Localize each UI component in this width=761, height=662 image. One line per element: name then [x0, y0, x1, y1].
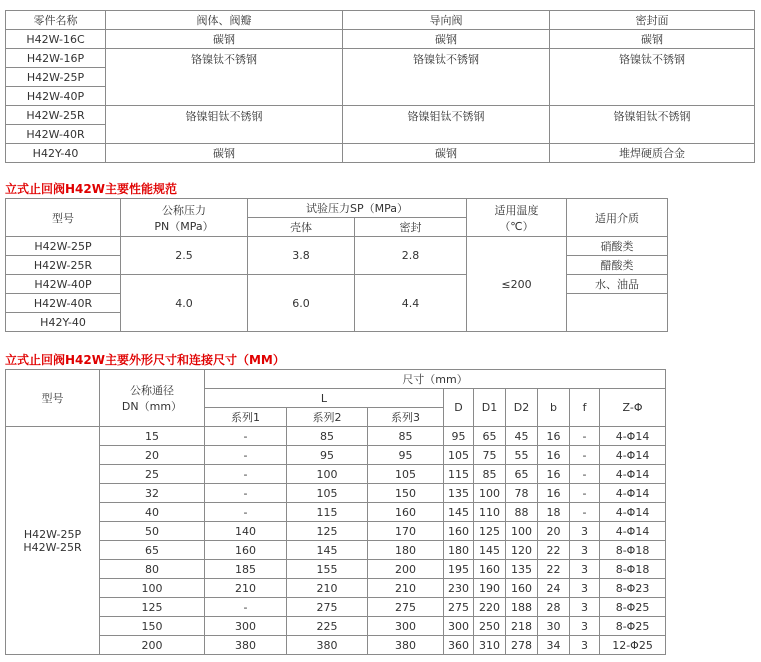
model-cell: H42Y-40	[6, 144, 106, 163]
model-line2: H42W-25R	[23, 540, 82, 554]
f-cell: 3	[570, 636, 600, 655]
d2-cell: 188	[506, 598, 538, 617]
d2-cell: 120	[506, 541, 538, 560]
d2-cell: 78	[506, 484, 538, 503]
dn-cell: 200	[100, 636, 205, 655]
series1-cell: 185	[205, 560, 287, 579]
media-cell: 水、油品	[567, 275, 668, 294]
d-cell: 145	[444, 503, 474, 522]
d-cell: 105	[444, 446, 474, 465]
f-cell: 3	[570, 579, 600, 598]
b-cell: 20	[538, 522, 570, 541]
header-series-1: 系列1	[205, 408, 287, 427]
series3-cell: 300	[368, 617, 444, 636]
d-cell: 180	[444, 541, 474, 560]
series3-cell: 150	[368, 484, 444, 503]
table-header-row	[6, 11, 755, 30]
series3-cell: 275	[368, 598, 444, 617]
model-cell: H42W-40R	[6, 125, 106, 144]
d1-cell: 85	[474, 465, 506, 484]
table-row	[6, 522, 666, 541]
series2-cell: 125	[287, 522, 368, 541]
d-cell: 275	[444, 598, 474, 617]
header-shell: 壳体	[248, 218, 355, 237]
table-row	[6, 503, 666, 522]
header-D2: D2	[506, 389, 538, 427]
header-D1: D1	[474, 389, 506, 427]
series1-cell: -	[205, 465, 287, 484]
header-test-pressure: 试验压力SP（MPa）	[248, 199, 467, 218]
header-series-3: 系列3	[368, 408, 444, 427]
series1-cell: 300	[205, 617, 287, 636]
table-row	[6, 446, 666, 465]
bolt-holes-cell: 12-Φ25	[600, 636, 666, 655]
table-row	[6, 541, 666, 560]
d-cell: 160	[444, 522, 474, 541]
series1-cell: 160	[205, 541, 287, 560]
material-cell: 铬镍钼钛不锈钢	[343, 106, 550, 144]
d1-cell: 100	[474, 484, 506, 503]
header-temperature-line1: 适用温度	[494, 203, 539, 217]
d1-cell: 75	[474, 446, 506, 465]
series3-cell: 95	[368, 446, 444, 465]
f-cell: -	[570, 446, 600, 465]
material-cell: 碳钢	[550, 30, 755, 49]
d1-cell: 190	[474, 579, 506, 598]
header-b: b	[538, 389, 570, 427]
f-cell: -	[570, 465, 600, 484]
header-temperature-line2: （℃）	[499, 219, 534, 233]
dn-cell: 65	[100, 541, 205, 560]
series3-cell: 170	[368, 522, 444, 541]
model-cell: H42W-25P	[6, 237, 121, 256]
d1-cell: 160	[474, 560, 506, 579]
dn-cell: 80	[100, 560, 205, 579]
media-cell: 硝酸类	[567, 237, 668, 256]
series3-cell: 160	[368, 503, 444, 522]
d2-cell: 278	[506, 636, 538, 655]
header-size: 尺寸（mm）	[205, 370, 666, 389]
media-cell: 醋酸类	[567, 256, 668, 275]
material-cell: 铬镍钼钛不锈钢	[550, 106, 755, 144]
series2-cell: 275	[287, 598, 368, 617]
dn-cell: 150	[100, 617, 205, 636]
model-cell: H42W-25R	[6, 256, 121, 275]
media-cell	[567, 294, 668, 332]
b-cell: 30	[538, 617, 570, 636]
d1-cell: 65	[474, 427, 506, 446]
temperature-cell: ≤200	[467, 237, 567, 332]
material-cell: 堆焊硬质合金	[550, 144, 755, 163]
d-cell: 230	[444, 579, 474, 598]
header-series-2: 系列2	[287, 408, 368, 427]
d1-cell: 110	[474, 503, 506, 522]
shell-cell: 3.8	[248, 237, 355, 275]
bolt-holes-cell: 4-Φ14	[600, 503, 666, 522]
model-cell	[6, 427, 100, 655]
material-cell: 碳钢	[106, 144, 343, 163]
d2-cell: 45	[506, 427, 538, 446]
table-row	[6, 427, 666, 446]
series2-cell: 155	[287, 560, 368, 579]
model-cell: H42W-40P	[6, 87, 106, 106]
bolt-holes-cell: 4-Φ14	[600, 427, 666, 446]
d2-cell: 160	[506, 579, 538, 598]
header-body-disc: 阀体、阀瓣	[106, 11, 343, 30]
header-nominal-diameter-line2: DN（mm）	[121, 400, 183, 413]
b-cell: 34	[538, 636, 570, 655]
d1-cell: 125	[474, 522, 506, 541]
series2-cell: 225	[287, 617, 368, 636]
b-cell: 22	[538, 560, 570, 579]
dn-cell: 100	[100, 579, 205, 598]
f-cell: 3	[570, 541, 600, 560]
header-nominal-pressure	[121, 199, 248, 237]
table-row	[6, 617, 666, 636]
table-row	[6, 144, 755, 163]
series1-cell: 140	[205, 522, 287, 541]
d1-cell: 145	[474, 541, 506, 560]
series1-cell: -	[205, 427, 287, 446]
seal-cell: 4.4	[355, 275, 467, 332]
series2-cell: 100	[287, 465, 368, 484]
header-nominal-pressure-line1: 公称压力	[162, 203, 206, 217]
table-row	[6, 579, 666, 598]
series3-cell: 380	[368, 636, 444, 655]
f-cell: 3	[570, 617, 600, 636]
header-length: L	[205, 389, 444, 408]
series1-cell: -	[205, 484, 287, 503]
b-cell: 24	[538, 579, 570, 598]
header-part-name: 零件名称	[6, 11, 106, 30]
table-header-row	[6, 370, 666, 389]
header-seal: 密封	[355, 218, 467, 237]
table-row	[6, 465, 666, 484]
shell-cell: 6.0	[248, 275, 355, 332]
bolt-holes-cell: 4-Φ14	[600, 484, 666, 503]
pn-cell: 4.0	[121, 275, 248, 332]
model-cell: H42Y-40	[6, 313, 121, 332]
d-cell: 135	[444, 484, 474, 503]
series1-cell: -	[205, 503, 287, 522]
material-cell: 铬镍钛不锈钢	[343, 49, 550, 106]
d2-cell: 218	[506, 617, 538, 636]
model-cell: H42W-16P	[6, 49, 106, 68]
header-nominal-diameter	[100, 370, 205, 427]
series2-cell: 115	[287, 503, 368, 522]
dimensions-table	[5, 369, 666, 655]
f-cell: 3	[570, 560, 600, 579]
b-cell: 16	[538, 427, 570, 446]
model-cell: H42W-16C	[6, 30, 106, 49]
material-cell: 铬镍钛不锈钢	[550, 49, 755, 106]
bolt-holes-cell: 8-Φ23	[600, 579, 666, 598]
table-row	[6, 560, 666, 579]
dn-cell: 15	[100, 427, 205, 446]
table-row	[6, 49, 755, 68]
dn-cell: 40	[100, 503, 205, 522]
b-cell: 18	[538, 503, 570, 522]
header-f: f	[570, 389, 600, 427]
series3-cell: 200	[368, 560, 444, 579]
table-row	[6, 636, 666, 655]
bolt-holes-cell: 8-Φ25	[600, 617, 666, 636]
dimensions-section-title: 立式止回阀H42W主要外形尺寸和连接尺寸（MM）	[5, 353, 285, 367]
material-cell: 铬镍钛不锈钢	[106, 49, 343, 106]
header-model: 型号	[6, 370, 100, 427]
f-cell: 3	[570, 522, 600, 541]
model-cell: H42W-25P	[6, 68, 106, 87]
table-row	[6, 106, 755, 125]
f-cell: -	[570, 484, 600, 503]
d-cell: 115	[444, 465, 474, 484]
table-row	[6, 484, 666, 503]
performance-table	[5, 198, 668, 332]
b-cell: 16	[538, 484, 570, 503]
d1-cell: 310	[474, 636, 506, 655]
dn-cell: 125	[100, 598, 205, 617]
seal-cell: 2.8	[355, 237, 467, 275]
dn-cell: 25	[100, 465, 205, 484]
b-cell: 28	[538, 598, 570, 617]
header-seal-face: 密封面	[550, 11, 755, 30]
d2-cell: 135	[506, 560, 538, 579]
table-header-row	[6, 199, 668, 218]
series2-cell: 145	[287, 541, 368, 560]
header-D: D	[444, 389, 474, 427]
performance-section-title: 立式止回阀H42W主要性能规范	[5, 182, 177, 196]
header-media: 适用介质	[567, 199, 668, 237]
bolt-holes-cell: 4-Φ14	[600, 446, 666, 465]
series1-cell: -	[205, 446, 287, 465]
dn-cell: 50	[100, 522, 205, 541]
series1-cell: -	[205, 598, 287, 617]
series1-cell: 380	[205, 636, 287, 655]
d1-cell: 250	[474, 617, 506, 636]
series2-cell: 85	[287, 427, 368, 446]
table-row	[6, 598, 666, 617]
material-cell: 碳钢	[343, 144, 550, 163]
model-line1: H42W-25P	[23, 527, 82, 541]
material-cell: 碳钢	[343, 30, 550, 49]
header-nominal-diameter-line1: 公称通径	[130, 384, 174, 397]
series3-cell: 105	[368, 465, 444, 484]
d-cell: 95	[444, 427, 474, 446]
bolt-holes-cell: 4-Φ14	[600, 522, 666, 541]
table-row	[6, 275, 668, 294]
series2-cell: 105	[287, 484, 368, 503]
d1-cell: 220	[474, 598, 506, 617]
header-nominal-pressure-line2: PN（MPa）	[154, 219, 214, 233]
b-cell: 22	[538, 541, 570, 560]
series2-cell: 95	[287, 446, 368, 465]
bolt-holes-cell: 4-Φ14	[600, 465, 666, 484]
f-cell: -	[570, 427, 600, 446]
series2-cell: 380	[287, 636, 368, 655]
header-model: 型号	[6, 199, 121, 237]
pn-cell: 2.5	[121, 237, 248, 275]
d2-cell: 100	[506, 522, 538, 541]
d2-cell: 65	[506, 465, 538, 484]
d2-cell: 55	[506, 446, 538, 465]
model-cell: H42W-25R	[6, 106, 106, 125]
header-guide-valve: 导向阀	[343, 11, 550, 30]
dn-cell: 20	[100, 446, 205, 465]
series3-cell: 180	[368, 541, 444, 560]
f-cell: -	[570, 503, 600, 522]
b-cell: 16	[538, 446, 570, 465]
series3-cell: 210	[368, 579, 444, 598]
f-cell: 3	[570, 598, 600, 617]
header-temperature	[467, 199, 567, 237]
model-cell: H42W-40P	[6, 275, 121, 294]
d-cell: 195	[444, 560, 474, 579]
table-row	[6, 30, 755, 49]
material-cell: 铬镍钼钛不锈钢	[106, 106, 343, 144]
series2-cell: 210	[287, 579, 368, 598]
series1-cell: 210	[205, 579, 287, 598]
model-cell: H42W-40R	[6, 294, 121, 313]
header-bolt-holes: Z-Φ	[600, 389, 666, 427]
bolt-holes-cell: 8-Φ25	[600, 598, 666, 617]
bolt-holes-cell: 8-Φ18	[600, 560, 666, 579]
material-cell: 碳钢	[106, 30, 343, 49]
b-cell: 16	[538, 465, 570, 484]
d-cell: 300	[444, 617, 474, 636]
series3-cell: 85	[368, 427, 444, 446]
d2-cell: 88	[506, 503, 538, 522]
materials-table	[5, 10, 755, 163]
bolt-holes-cell: 8-Φ18	[600, 541, 666, 560]
table-row	[6, 237, 668, 256]
dn-cell: 32	[100, 484, 205, 503]
d-cell: 360	[444, 636, 474, 655]
